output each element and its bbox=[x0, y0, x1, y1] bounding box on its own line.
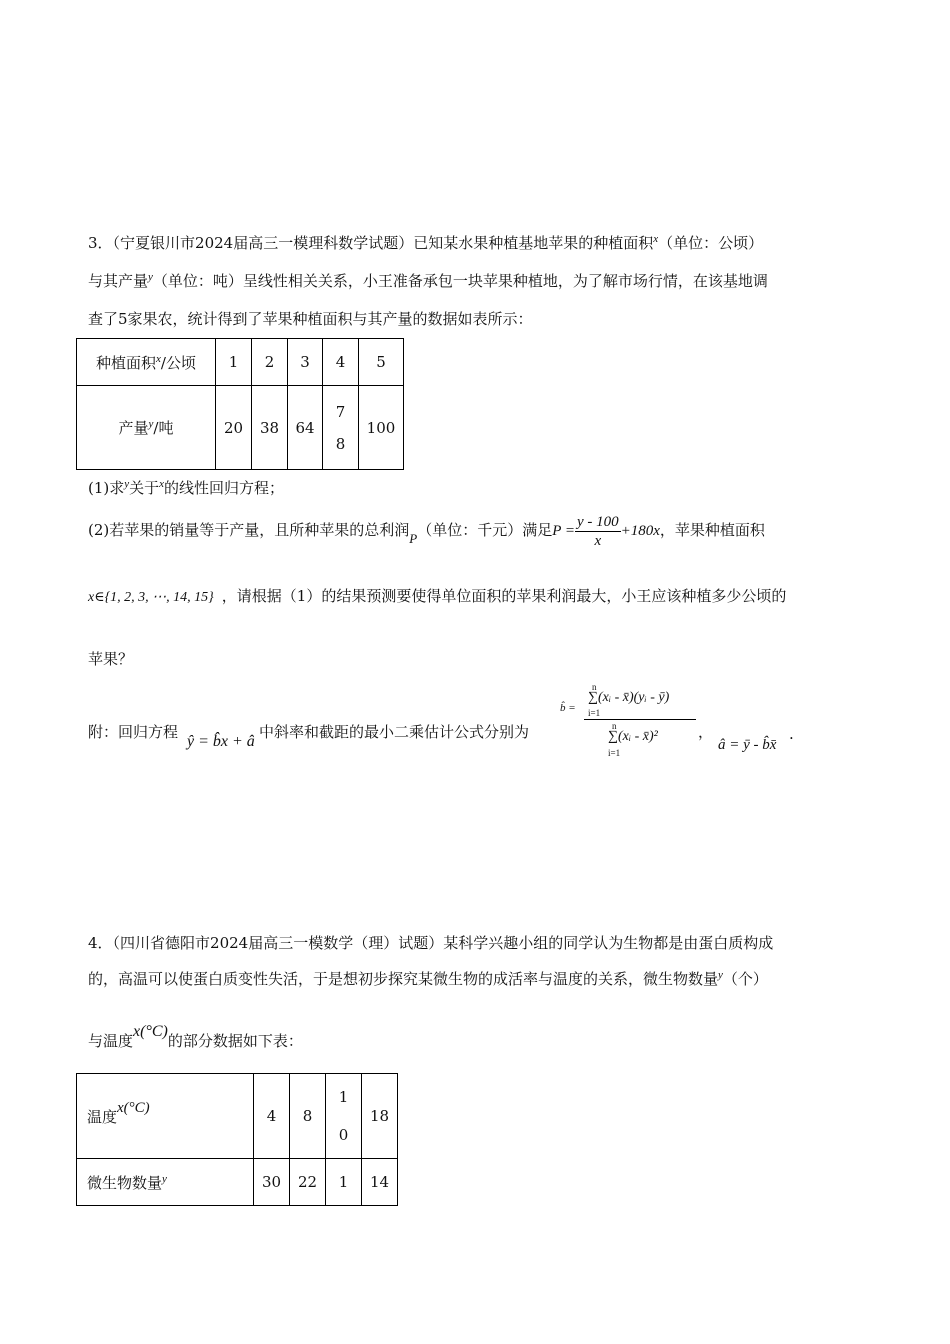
var-P: P bbox=[409, 531, 418, 546]
q3-part2-end: 苹果？ bbox=[88, 650, 134, 668]
count-var: y bbox=[162, 1172, 167, 1185]
q3-line1 bbox=[88, 232, 763, 253]
table-cell: 8 bbox=[290, 1074, 326, 1159]
q4-table bbox=[76, 1073, 398, 1206]
yield-unit: /吨 bbox=[153, 419, 174, 437]
q3-part2-cont bbox=[88, 585, 786, 606]
q4-table-header-count bbox=[77, 1159, 254, 1206]
q4-line2-unit: （个） bbox=[722, 970, 768, 988]
profit-denominator: x bbox=[594, 532, 602, 549]
q4-line3 bbox=[88, 1023, 303, 1051]
temp-symbol: x(°C) bbox=[133, 1023, 168, 1040]
b-hat-formula bbox=[560, 684, 698, 762]
q3-appendix-text: 中斜率和截距的最小二乘估计公式分别为 bbox=[259, 723, 530, 741]
temp-header-symbol: x(°C) bbox=[117, 1099, 150, 1116]
profit-fraction bbox=[575, 513, 621, 550]
table-cell-part: 0 bbox=[338, 1126, 349, 1144]
sum-upper: n bbox=[612, 721, 617, 731]
profit-lhs: P = bbox=[552, 523, 575, 539]
table-cell-part: 1 bbox=[338, 1088, 349, 1106]
count-label: 微生物数量 bbox=[87, 1173, 163, 1192]
table-cell: 5 bbox=[359, 339, 404, 386]
q3-appendix-label: 附：回归方程 bbox=[88, 723, 179, 741]
temp-label: 温度 bbox=[87, 1107, 118, 1126]
q4-line3-text-b: 的部分数据如下表： bbox=[167, 1032, 303, 1050]
table-cell: 100 bbox=[359, 386, 404, 470]
part2-text-a: (2)若苹果的销量等于产量，且所种苹果的总利润 bbox=[88, 521, 410, 539]
table-cell: 14 bbox=[362, 1159, 398, 1206]
table-cell: 1 bbox=[216, 339, 252, 386]
q3-table-header-yield bbox=[77, 386, 216, 470]
q3-line2-text-a: 与其产量 bbox=[88, 272, 149, 290]
q3-line3: 查了5家果农，统计得到了苹果种植面积与其产量的数据如表所示： bbox=[88, 310, 533, 328]
area-label: 种植面积 bbox=[96, 353, 157, 372]
q4-line3-text-a: 与温度 bbox=[88, 1032, 134, 1050]
table-cell: 18 bbox=[362, 1074, 398, 1159]
set-expression: x∈{1, 2, 3, ⋯, 14, 15} bbox=[88, 590, 214, 605]
sum-lower: i=1 bbox=[608, 748, 621, 758]
comma: ， bbox=[698, 723, 714, 741]
sum-lower: i=1 bbox=[588, 708, 601, 718]
b-numerator: ∑(xᵢ - x̄)(yᵢ - ȳ) bbox=[588, 690, 670, 705]
q3-part1 bbox=[88, 477, 284, 498]
q3-line1-text: 3．（宁夏银川市2024届高三一模理科数学试题）已知某水果种植基地苹果的种植面积 bbox=[88, 234, 654, 252]
var-x: x bbox=[653, 233, 659, 245]
part2-text-c: ，苹果种植面积 bbox=[659, 521, 765, 539]
q3-part2 bbox=[88, 508, 765, 552]
table-cell: 22 bbox=[290, 1159, 326, 1206]
part1-text-b: 关于 bbox=[129, 479, 160, 497]
q4-table-header-temp bbox=[77, 1074, 254, 1159]
part1-text-a: (1)求 bbox=[88, 479, 125, 497]
q3-table-header-area bbox=[77, 339, 216, 386]
part2-text-d: ，请根据（1）的结果预测要使得单位面积的苹果利润最大，小王应该种植多少公顷的 bbox=[221, 587, 787, 605]
q4-table-row-temp bbox=[77, 1074, 398, 1159]
table-cell-part: 7 bbox=[335, 402, 346, 421]
sum-upper: n bbox=[592, 682, 597, 692]
yield-var: y bbox=[148, 418, 154, 430]
table-cell bbox=[323, 386, 359, 470]
q4-line1: 4．（四川省德阳市2024届高三一模数学（理）试题）某科学兴趣小组的同学认为生物都是由蛋白质构成 bbox=[88, 934, 774, 952]
q4-var-y: y bbox=[718, 969, 723, 981]
var-y: y bbox=[148, 271, 153, 283]
table-cell: 1 bbox=[326, 1159, 362, 1206]
q3-table-row-yield bbox=[77, 386, 404, 470]
part1-var-y: y bbox=[124, 478, 130, 490]
table-cell: 4 bbox=[323, 339, 359, 386]
table-cell: 38 bbox=[252, 386, 288, 470]
regression-equation: ŷ = b̂x + â bbox=[187, 733, 255, 750]
table-cell bbox=[326, 1074, 362, 1159]
area-unit: /公顷 bbox=[160, 353, 196, 372]
table-cell-part: 8 bbox=[335, 434, 346, 453]
b-hat-label: b̂ = bbox=[560, 702, 576, 714]
fraction-bar bbox=[584, 719, 696, 720]
table-cell: 4 bbox=[254, 1074, 290, 1159]
q3-line2-text-b: （单位：吨）呈线性相关关系，小王准备承包一块苹果种植地，为了解市场行情，在该基地调 bbox=[152, 272, 768, 290]
table-cell: 2 bbox=[252, 339, 288, 386]
profit-numerator: y - 100 bbox=[576, 513, 619, 530]
q4-line2-text: 的，高温可以使蛋白质变性失活，于是想初步探究某微生物的成活率与温度的关系，微生物数量 bbox=[88, 970, 719, 988]
b-denominator: ∑(xᵢ - x̄)² bbox=[608, 729, 658, 744]
part1-var-x: x bbox=[159, 478, 165, 490]
q3-line2 bbox=[88, 270, 768, 291]
a-hat-formula: â = ȳ - b̂x̄ bbox=[718, 737, 777, 753]
q3-table-row-area bbox=[77, 339, 404, 386]
area-var: x bbox=[156, 352, 161, 365]
part1-text-c: 的线性回归方程； bbox=[164, 479, 285, 497]
period: . bbox=[789, 725, 794, 743]
part2-text-b: （单位：千元）满足 bbox=[417, 521, 553, 539]
q4-line2 bbox=[88, 968, 768, 989]
q4-table-row-count bbox=[77, 1159, 398, 1206]
yield-label: 产量 bbox=[118, 419, 149, 437]
table-cell: 64 bbox=[288, 386, 323, 470]
q3-line1-unit: （单位：公顷） bbox=[658, 234, 764, 252]
profit-rhs: +180x bbox=[620, 523, 660, 539]
table-cell: 20 bbox=[216, 386, 252, 470]
table-cell: 3 bbox=[288, 339, 323, 386]
q3-table bbox=[76, 338, 404, 470]
table-cell: 30 bbox=[254, 1159, 290, 1206]
